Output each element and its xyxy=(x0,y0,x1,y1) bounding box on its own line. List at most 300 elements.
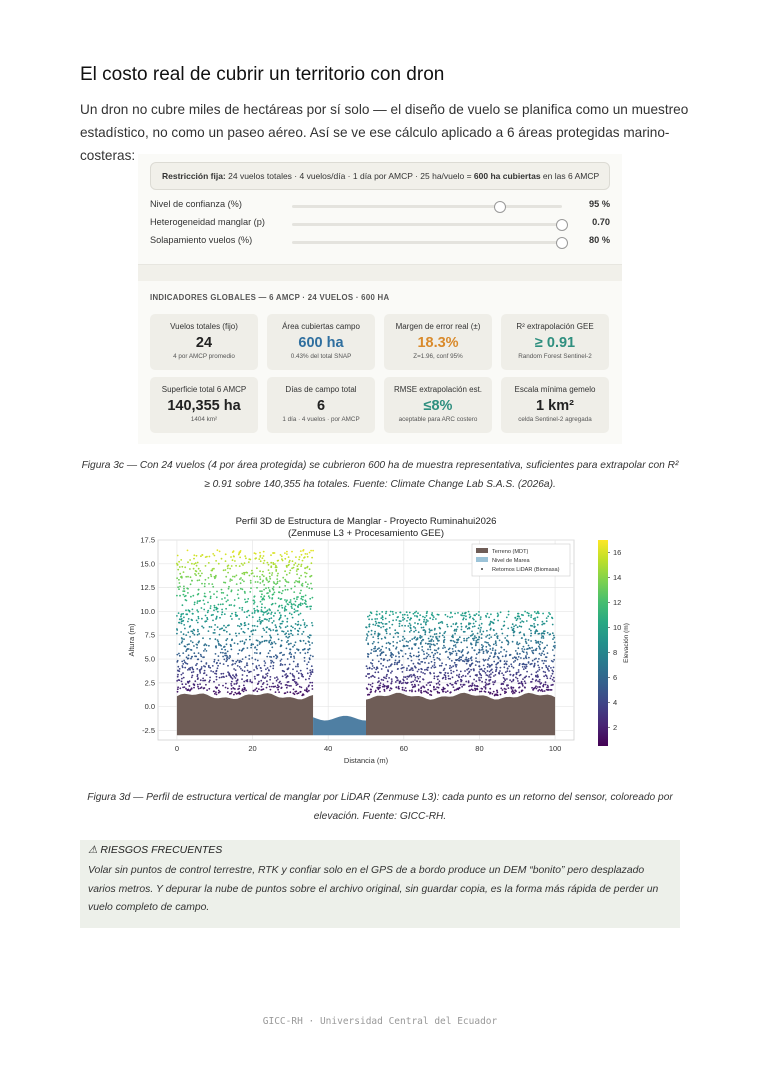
lidar-return-point xyxy=(201,607,203,609)
lidar-return-point xyxy=(307,652,309,654)
lidar-return-point xyxy=(222,673,224,675)
lidar-return-point xyxy=(466,663,468,665)
lidar-return-point xyxy=(418,684,420,686)
lidar-return-point xyxy=(254,676,256,678)
lidar-return-point xyxy=(455,622,457,624)
lidar-return-point xyxy=(489,655,491,657)
lidar-return-point xyxy=(271,643,273,645)
lidar-return-point xyxy=(365,675,367,677)
lidar-return-point xyxy=(244,611,246,613)
lidar-return-point xyxy=(181,566,183,568)
lidar-return-point xyxy=(463,640,465,642)
lidar-return-point xyxy=(546,620,548,622)
lidar-return-point xyxy=(210,670,212,672)
lidar-return-point xyxy=(179,668,181,670)
lidar-return-point xyxy=(368,618,370,620)
lidar-return-point xyxy=(268,669,270,671)
lidar-return-point xyxy=(450,612,452,614)
lidar-return-point xyxy=(526,652,528,654)
lidar-return-point xyxy=(460,684,462,686)
lidar-return-point xyxy=(433,644,435,646)
lidar-return-point xyxy=(273,656,275,658)
dashboard-divider xyxy=(138,264,622,281)
lidar-return-point xyxy=(251,630,253,632)
lidar-return-point xyxy=(372,665,374,667)
lidar-return-point xyxy=(444,688,446,690)
slider-track[interactable] xyxy=(292,241,562,244)
lidar-return-point xyxy=(500,646,502,648)
lidar-return-point xyxy=(229,633,231,635)
lidar-return-point xyxy=(234,599,236,601)
lidar-return-point xyxy=(244,622,246,624)
lidar-return-point xyxy=(478,639,480,641)
lidar-return-point xyxy=(454,682,456,684)
lidar-return-point xyxy=(417,612,419,614)
lidar-return-point xyxy=(262,557,264,559)
lidar-return-point xyxy=(284,664,286,666)
lidar-return-point xyxy=(385,637,387,639)
lidar-return-point xyxy=(299,628,301,630)
lidar-return-point xyxy=(300,598,302,600)
lidar-return-point xyxy=(193,558,195,560)
lidar-return-point xyxy=(251,657,253,659)
lidar-return-point xyxy=(486,650,488,652)
lidar-return-point xyxy=(304,660,306,662)
lidar-return-point xyxy=(258,610,260,612)
lidar-return-point xyxy=(183,586,185,588)
lidar-return-point xyxy=(481,681,483,683)
lidar-return-point xyxy=(268,620,270,622)
lidar-return-point xyxy=(467,673,469,675)
lidar-return-point xyxy=(271,686,273,688)
lidar-return-point xyxy=(513,635,515,637)
lidar-return-point xyxy=(234,642,236,644)
lidar-return-point xyxy=(477,688,479,690)
lidar-return-point xyxy=(190,596,192,598)
lidar-return-point xyxy=(483,671,485,673)
lidar-return-point xyxy=(208,577,210,579)
lidar-return-point xyxy=(181,618,183,620)
lidar-return-point xyxy=(269,635,271,637)
lidar-return-point xyxy=(244,625,246,627)
lidar-return-point xyxy=(545,660,547,662)
lidar-return-point xyxy=(185,688,187,690)
lidar-return-point xyxy=(217,665,219,667)
lidar-return-point xyxy=(499,670,501,672)
lidar-return-point xyxy=(548,665,550,667)
lidar-return-point xyxy=(193,671,195,673)
lidar-return-point xyxy=(266,680,268,682)
lidar-return-point xyxy=(228,658,230,660)
lidar-return-point xyxy=(431,667,433,669)
lidar-return-point xyxy=(502,633,504,635)
lidar-return-point xyxy=(373,650,375,652)
lidar-return-point xyxy=(187,588,189,590)
lidar-return-point xyxy=(245,690,247,692)
x-tick-label: 100 xyxy=(548,744,562,753)
lidar-return-point xyxy=(472,633,474,635)
lidar-return-point xyxy=(284,552,286,554)
lidar-return-point xyxy=(371,663,373,665)
lidar-return-point xyxy=(182,613,184,615)
lidar-return-point xyxy=(540,654,542,656)
section-title: El costo real de cubrir un territorio con dron xyxy=(80,64,445,85)
lidar-return-point xyxy=(212,586,214,588)
lidar-return-point xyxy=(243,581,245,583)
lidar-return-point xyxy=(454,629,456,631)
lidar-return-point xyxy=(438,614,440,616)
lidar-return-point xyxy=(197,629,199,631)
lidar-return-point xyxy=(385,666,387,668)
lidar-return-point xyxy=(535,676,537,678)
lidar-return-point xyxy=(183,624,185,626)
lidar-return-point xyxy=(439,653,441,655)
card-value: ≥ 0.91 xyxy=(534,335,576,351)
lidar-return-point xyxy=(256,687,258,689)
lidar-return-point xyxy=(426,619,428,621)
lidar-return-point xyxy=(443,636,445,638)
lidar-return-point xyxy=(204,603,206,605)
lidar-return-point xyxy=(456,642,458,644)
lidar-return-point xyxy=(187,592,189,594)
lidar-return-point xyxy=(259,617,261,619)
lidar-return-point xyxy=(415,677,417,679)
slider-track[interactable] xyxy=(292,205,562,208)
lidar-return-point xyxy=(540,683,542,685)
lidar-return-point xyxy=(287,630,289,632)
lidar-return-point xyxy=(232,678,234,680)
lidar-return-point xyxy=(225,683,227,685)
lidar-return-point xyxy=(367,643,369,645)
lidar-return-point xyxy=(194,680,196,682)
lidar-return-point xyxy=(286,553,288,555)
lidar-return-point xyxy=(397,636,399,638)
lidar-return-point xyxy=(222,603,224,605)
lidar-return-point xyxy=(372,636,374,638)
lidar-return-point xyxy=(273,615,275,617)
lidar-return-point xyxy=(414,666,416,668)
lidar-return-point xyxy=(288,644,290,646)
lidar-return-point xyxy=(504,637,506,639)
lidar-return-point xyxy=(423,627,425,629)
lidar-return-point xyxy=(192,668,194,670)
lidar-return-point xyxy=(309,552,311,554)
lidar-return-point xyxy=(278,597,280,599)
lidar-return-point xyxy=(429,646,431,648)
lidar-return-point xyxy=(466,625,468,627)
lidar-return-point xyxy=(410,624,412,626)
lidar-return-point xyxy=(537,633,539,635)
lidar-return-point xyxy=(461,686,463,688)
lidar-return-point xyxy=(277,581,279,583)
lidar-return-point xyxy=(371,668,373,670)
lidar-return-point xyxy=(401,683,403,685)
lidar-return-point xyxy=(474,689,476,691)
colorbar xyxy=(598,540,608,746)
lidar-return-point xyxy=(243,574,245,576)
lidar-return-point xyxy=(265,618,267,620)
lidar-return-point xyxy=(493,622,495,624)
lidar-return-point xyxy=(188,689,190,691)
lidar-return-point xyxy=(490,676,492,678)
lidar-return-point xyxy=(490,673,492,675)
lidar-return-point xyxy=(266,640,268,642)
lidar-return-point xyxy=(270,617,272,619)
lidar-return-point xyxy=(226,657,228,659)
lidar-return-point xyxy=(200,655,202,657)
lidar-return-point xyxy=(418,647,420,649)
lidar-return-point xyxy=(230,591,232,593)
lidar-return-point xyxy=(516,619,518,621)
lidar-return-point xyxy=(280,615,282,617)
lidar-return-point xyxy=(474,688,476,690)
lidar-return-point xyxy=(456,629,458,631)
lidar-return-point xyxy=(231,613,233,615)
lidar-return-point xyxy=(219,551,221,553)
lidar-return-point xyxy=(436,643,438,645)
lidar-return-point xyxy=(200,654,202,656)
lidar-return-point xyxy=(403,645,405,647)
lidar-return-point xyxy=(534,633,536,635)
lidar-return-point xyxy=(452,623,454,625)
lidar-return-point xyxy=(210,607,212,609)
lidar-return-point xyxy=(387,660,389,662)
lidar-return-point xyxy=(435,666,437,668)
lidar-return-point xyxy=(216,694,218,696)
lidar-return-point xyxy=(406,667,408,669)
lidar-return-point xyxy=(424,617,426,619)
lidar-return-point xyxy=(226,659,228,661)
lidar-return-point xyxy=(469,671,471,673)
lidar-return-point xyxy=(296,573,298,575)
colorbar-tick-label: 12 xyxy=(613,597,622,607)
lidar-return-point xyxy=(485,681,487,683)
lidar-return-point xyxy=(517,678,519,680)
lidar-return-point xyxy=(274,592,276,594)
lidar-return-point xyxy=(371,686,373,688)
lidar-return-point xyxy=(450,626,452,628)
x-tick-label: 80 xyxy=(475,744,484,753)
lidar-return-point xyxy=(471,684,473,686)
lidar-return-point xyxy=(496,693,498,695)
lidar-return-point xyxy=(306,664,308,666)
lidar-return-point xyxy=(497,614,499,616)
lidar-return-point xyxy=(488,679,490,681)
lidar-return-point xyxy=(261,603,263,605)
lidar-return-point xyxy=(284,610,286,612)
lidar-return-point xyxy=(291,551,293,553)
lidar-return-point xyxy=(214,577,216,579)
lidar-return-point xyxy=(541,660,543,662)
lidar-return-point xyxy=(534,626,536,628)
lidar-return-point xyxy=(374,633,376,635)
lidar-return-point xyxy=(241,628,243,630)
lidar-return-point xyxy=(525,639,527,641)
lidar-return-point xyxy=(270,554,272,556)
lidar-return-point xyxy=(427,669,429,671)
lidar-return-point xyxy=(428,654,430,656)
lidar-return-point xyxy=(380,682,382,684)
lidar-return-point xyxy=(279,586,281,588)
lidar-return-point xyxy=(243,685,245,687)
lidar-return-point xyxy=(254,689,256,691)
lidar-return-point xyxy=(240,550,242,552)
lidar-return-point xyxy=(526,642,528,644)
lidar-return-point xyxy=(524,611,526,613)
lidar-return-point xyxy=(197,684,199,686)
lidar-return-point xyxy=(371,649,373,651)
lidar-return-point xyxy=(462,649,464,651)
lidar-return-point xyxy=(462,684,464,686)
lidar-return-point xyxy=(277,678,279,680)
lidar-return-point xyxy=(214,673,216,675)
lidar-return-point xyxy=(367,635,369,637)
lidar-return-point xyxy=(179,622,181,624)
lidar-return-point xyxy=(191,563,193,565)
lidar-return-point xyxy=(469,664,471,666)
lidar-return-point xyxy=(439,684,441,686)
lidar-return-point xyxy=(542,650,544,652)
lidar-return-point xyxy=(539,647,541,649)
lidar-return-point xyxy=(198,642,200,644)
lidar-return-point xyxy=(430,690,432,692)
lidar-return-point xyxy=(528,639,530,641)
slider-thumb[interactable] xyxy=(556,237,568,249)
lidar-return-point xyxy=(274,552,276,554)
lidar-return-point xyxy=(452,651,454,653)
lidar-return-point xyxy=(267,562,269,564)
lidar-return-point xyxy=(475,680,477,682)
lidar-return-point xyxy=(192,609,194,611)
lidar-return-point xyxy=(552,638,554,640)
lidar-return-point xyxy=(385,654,387,656)
lidar-return-point xyxy=(230,644,232,646)
lidar-return-point xyxy=(196,555,198,557)
lidar-return-point xyxy=(419,635,421,637)
lidar-return-point xyxy=(434,633,436,635)
lidar-return-point xyxy=(216,616,218,618)
lidar-return-point xyxy=(447,656,449,658)
lidar-return-point xyxy=(544,671,546,673)
lidar-return-point xyxy=(444,668,446,670)
lidar-return-point xyxy=(221,558,223,560)
lidar-return-point xyxy=(455,646,457,648)
lidar-return-point xyxy=(286,621,288,623)
lidar-return-point xyxy=(215,645,217,647)
lidar-return-point xyxy=(392,613,394,615)
lidar-return-point xyxy=(300,670,302,672)
lidar-return-point xyxy=(254,647,256,649)
lidar-return-point xyxy=(259,570,261,572)
lidar-return-point xyxy=(300,640,302,642)
card-title: RMSE extrapolación est. xyxy=(393,385,483,394)
slider-thumb[interactable] xyxy=(556,219,568,231)
lidar-return-point xyxy=(511,627,513,629)
lidar-return-point xyxy=(294,681,296,683)
lidar-return-point xyxy=(191,649,193,651)
lidar-return-point xyxy=(284,692,286,694)
lidar-return-point xyxy=(525,675,527,677)
lidar-return-point xyxy=(369,615,371,617)
lidar-return-point xyxy=(379,654,381,656)
indicator-card xyxy=(384,377,492,433)
lidar-return-point xyxy=(367,616,369,618)
lidar-return-point xyxy=(248,655,250,657)
lidar-return-point xyxy=(270,636,272,638)
card-value: ≤8% xyxy=(423,398,453,414)
lidar-return-point xyxy=(182,620,184,622)
lidar-return-point xyxy=(381,611,383,613)
lidar-return-point xyxy=(380,627,382,629)
lidar-return-point xyxy=(368,624,370,626)
lidar-return-point xyxy=(290,643,292,645)
lidar-return-point xyxy=(194,634,196,636)
lidar-return-point xyxy=(397,617,399,619)
slider-track[interactable] xyxy=(292,223,562,226)
lidar-return-point xyxy=(489,634,491,636)
lidar-return-point xyxy=(286,641,288,643)
lidar-return-point xyxy=(190,576,192,578)
lidar-return-point xyxy=(504,691,506,693)
lidar-return-point xyxy=(275,626,277,628)
lidar-return-point xyxy=(380,622,382,624)
lidar-return-point xyxy=(208,645,210,647)
lidar-return-point xyxy=(396,646,398,648)
lidar-return-point xyxy=(288,633,290,635)
lidar-return-point xyxy=(248,561,250,563)
lidar-return-point xyxy=(518,616,520,618)
lidar-return-point xyxy=(405,676,407,678)
y-tick-label: 17.5 xyxy=(140,535,155,545)
lidar-return-point xyxy=(442,678,444,680)
lidar-return-point xyxy=(272,562,274,564)
lidar-return-point xyxy=(386,674,388,676)
lidar-return-point xyxy=(246,572,248,574)
lidar-return-point xyxy=(245,557,247,559)
lidar-return-point xyxy=(407,641,409,643)
lidar-return-point xyxy=(231,565,233,567)
lidar-return-point xyxy=(264,662,266,664)
lidar-return-point xyxy=(492,681,494,683)
lidar-return-point xyxy=(427,682,429,684)
lidar-return-point xyxy=(475,640,477,642)
lidar-return-point xyxy=(210,575,212,577)
lidar-return-point xyxy=(409,655,411,657)
lidar-return-point xyxy=(465,615,467,617)
lidar-return-point xyxy=(553,655,555,657)
lidar-return-point xyxy=(375,621,377,623)
lidar-return-point xyxy=(553,645,555,647)
lidar-return-point xyxy=(208,630,210,632)
lidar-return-point xyxy=(548,670,550,672)
lidar-return-point xyxy=(406,641,408,643)
lidar-return-point xyxy=(537,680,539,682)
lidar-return-point xyxy=(396,632,398,634)
lidar-return-point xyxy=(311,562,313,564)
lidar-return-point xyxy=(458,660,460,662)
lidar-return-point xyxy=(207,612,209,614)
lidar-return-point xyxy=(447,672,449,674)
lidar-return-point xyxy=(431,661,433,663)
lidar-return-point xyxy=(298,614,300,616)
slider-thumb[interactable] xyxy=(494,201,506,213)
lidar-return-point xyxy=(500,687,502,689)
lidar-return-point xyxy=(235,674,237,676)
lidar-return-point xyxy=(262,571,264,573)
lidar-return-point xyxy=(389,659,391,661)
lidar-return-point xyxy=(232,663,234,665)
lidar-return-point xyxy=(553,659,555,661)
